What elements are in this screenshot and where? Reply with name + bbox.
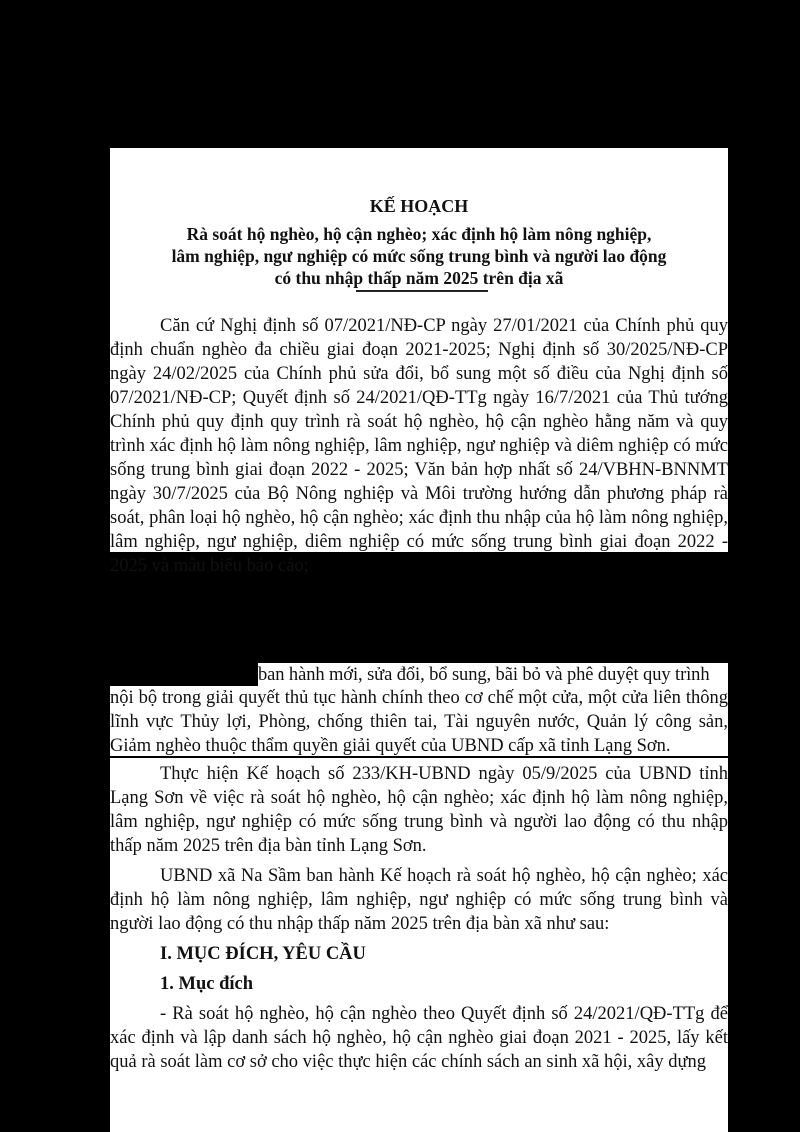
implementation-paragraph: Thực hiện Kế hoạch số 233/KH-UBND ngày 05/9/2025 của UBND tỉnh Lạng Sơn về việc rà soát hộ nghèo, hộ cận nghèo; xác định hộ làm nông nghiệp, lâm nghiệp, ngư nghiệp có mức sống trung bình và người lao động có thu nhập thấp năm 2025 trên địa bàn tỉnh Lạng Sơn.	[110, 764, 728, 856]
procedure-paragraph: nội bộ trong giải quyết thủ tục hành chính theo cơ chế một cửa, một cửa liên thông lĩnh vực Thủy lợi, Phòng, chống thiên tai, Tài nguyên nước, Quản lý công sản, Giảm nghèo thuộc thẩm quyền giải quyết của UBND cấp xã tỉnh Lạng Sơn.	[110, 688, 728, 756]
title-underline	[356, 290, 488, 292]
issuance-paragraph: UBND xã Na Sầm ban hành Kế hoạch rà soát hộ nghèo, hộ cận nghèo; xác định hộ làm nông nghiệp, lâm nghiệp, ngư nghiệp có mức sống trung bình và người lao động có thu nhập thấp năm 2025 trên địa bàn xã như sau:	[110, 866, 728, 934]
legal-basis-paragraph: Căn cứ Nghị định số 07/2021/NĐ-CP ngày 27/01/2021 của Chính phủ quy định chuẩn nghèo đa chiều giai đoạn 2021-2025; Nghị định số 30/2025/NĐ-CP ngày 24/02/2025 của Chính phủ sửa đổi, bổ sung một số điều của Nghị định số 07/2021/NĐ-CP; Quyết định số 24/2021/QĐ-TTg ngày 16/7/2021 của Thủ tướng Chính phủ quy định quy trình rà soát hộ nghèo, hộ cận nghèo hằng năm và quy trình xác định hộ làm nông nghiệp, lâm nghiệp, ngư nghiệp và diêm nghiệp có mức sống trung bình giai đoạn 2022 - 2025; Văn bản hợp nhất số 24/VBHN-BNNMT ngày 30/7/2025 của Bộ Nông nghiệp và Môi trường hướng dẫn phương pháp rà soát, phân loại hộ nghèo, hộ cận nghèo; xác định thu nhập của hộ làm nông nghiệp, lâm nghiệp, ngư nghiệp, diêm nghiệp có mức sống trung bình giai đoạn 2022 - 2025 và mẫu biểu báo cáo;	[110, 316, 728, 576]
section-heading: I. MỤC ĐÍCH, YÊU CẦU	[160, 944, 366, 964]
subtitle-line-1: Rà soát hộ nghèo, hộ cận nghèo; xác định hộ làm nông nghiệp,	[186, 224, 652, 244]
subtitle-line-3: có thu nhập thấp năm 2025 trên địa xã	[274, 268, 564, 288]
body-section	[110, 758, 728, 1132]
document-title: KẾ HOẠCH	[369, 196, 469, 216]
header-section	[110, 148, 728, 576]
purpose-paragraph: - Rà soát hộ nghèo, hộ cận nghèo theo Quyết định số 24/2021/QĐ-TTg để xác định và lập danh sách hộ nghèo, hộ cận nghèo giai đoạn 2021 - 2025, lấy kết quả rà soát làm cơ sở cho việc thực hiện các chính sách an sinh xã hội, xây dựng	[110, 1004, 728, 1072]
procedure-text-block	[110, 686, 728, 756]
partial-line-block	[258, 663, 728, 688]
partial-line: ban hành mới, sửa đổi, bổ sung, bãi bỏ và phê duyệt quy trình	[258, 665, 710, 685]
subsection-heading: 1. Mục đích	[160, 974, 254, 994]
subtitle-line-2: lâm nghiệp, ngư nghiệp có mức sống trung bình và người lao động	[171, 246, 667, 266]
